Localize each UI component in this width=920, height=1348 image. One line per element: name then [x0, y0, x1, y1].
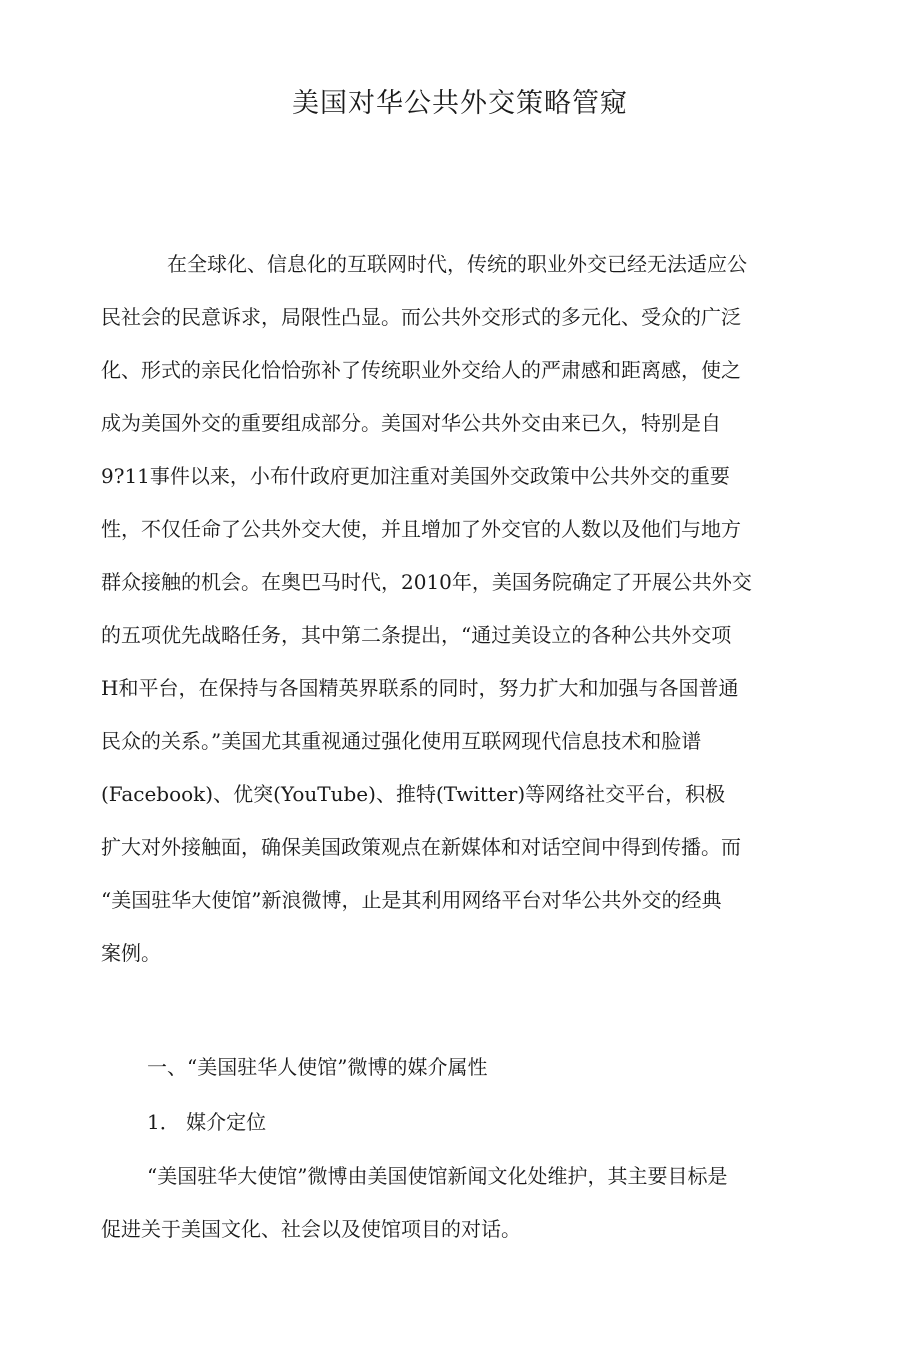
paragraph-line: H和平台，在保持与各国精英界联系的同时，努力扩大和加强与各国普通: [101, 676, 739, 700]
paragraph-line: “美国驻华大使馆”新浪微博，止是其利用网络平台对华公共外交的经典: [101, 888, 722, 912]
paragraph-line: 9?11事件以来，小布什政府更加注重对美国外交政策中公共外交的重要: [101, 464, 730, 488]
paragraph-line: 在全球化、信息化的互联网时代，传统的职业外交已经无法适应公: [167, 252, 747, 276]
paragraph-line: 民众的关系。”美国尤其重视通过强化使用互联网现代信息技术和脸谱: [101, 729, 702, 753]
paragraph-line: 促进关于美国文化、社会以及使馆项目的对话。: [101, 1217, 521, 1241]
intro-paragraph: [101, 238, 793, 980]
subsection-heading: 1． 媒介定位: [147, 1110, 267, 1134]
paragraph-line: “美国驻华大使馆”微博由美国使馆新闻文化处维护，其主要目标是: [147, 1164, 728, 1188]
section-heading: 一、“美国驻华人使馆”微博的媒介属性: [147, 1055, 488, 1079]
document-title: 美国对华公共外交策略管窥: [292, 88, 628, 119]
paragraph-line: 的五项优先战略任务，其中第二条提出，“通过美设立的各种公共外交项: [101, 623, 732, 647]
paragraph-line: 案例。: [101, 941, 161, 965]
paragraph-line: 群众接触的机会。在奥巴马时代，2010年，美国务院确定了开展公共外交: [101, 570, 752, 594]
paragraph-line: 民社会的民意诉求，局限性凸显。而公共外交形式的多元化、受众的广泛: [101, 305, 741, 329]
paragraph-line: 性，不仅任命了公共外交大使，并且增加了外交官的人数以及他们与地方: [101, 517, 741, 541]
paragraph-line: (Facebook)、优突(YouTube)、推特(Twitter)等网络社交平台，积极: [101, 782, 726, 806]
paragraph-line: 成为美国外交的重要组成部分。美国对华公共外交由来已久，特别是自: [101, 411, 721, 435]
paragraph-line: 化、形式的亲民化恰恰弥补了传统职业外交给人的严肃感和距离感，使之: [101, 358, 741, 382]
section-paragraph: [101, 1150, 793, 1256]
paragraph-line: 扩大对外接触面，确保美国政策观点在新媒体和对话空间中得到传播。而: [101, 835, 741, 859]
